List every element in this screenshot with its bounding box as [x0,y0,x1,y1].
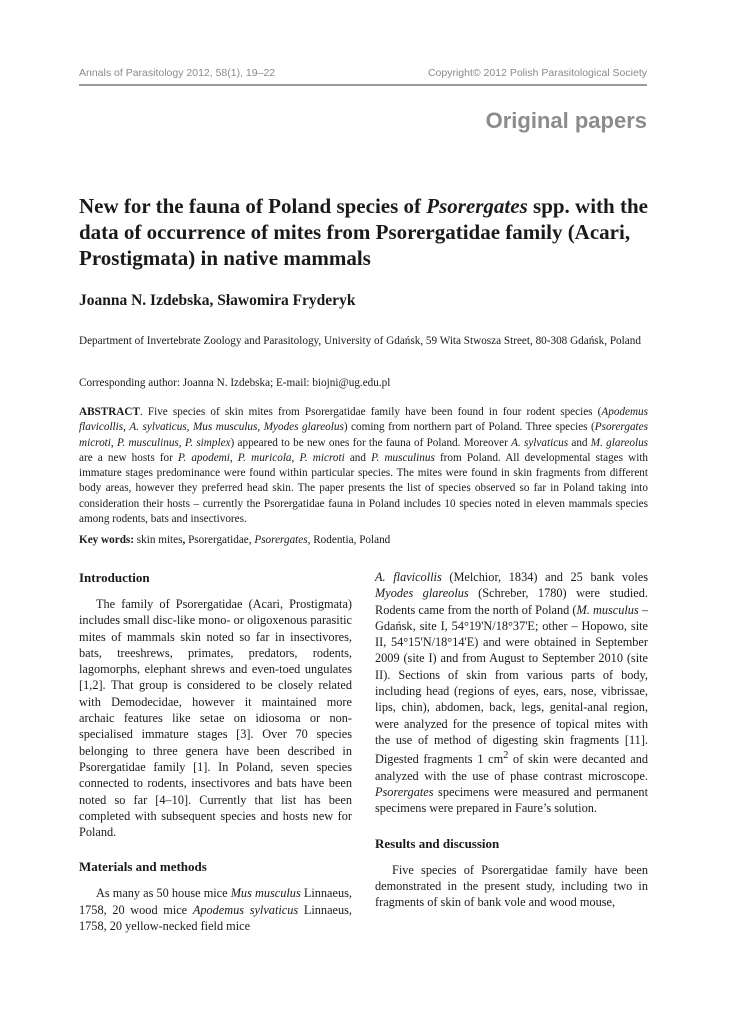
authors: Joanna N. Izdebska, Sławomira Fryderyk [79,292,356,309]
results-heading: Results and discussion [375,835,500,851]
keywords: Key words: skin mites, Psorergatidae, Psorergates, Rodentia, Poland [79,534,391,546]
affiliation: Department of Invertebrate Zoology and Parasitology, University of Gdańsk, 59 Wita Stwosza Street, 80-308 Gdańsk, Poland [79,335,641,347]
methods-paragraph-continued: A. flavicollis (Melchior, 1834) and 25 bank voles Myodes glareolus (Schreber, 1780) were studied. Rodents came from the north of Poland (M. musculus – Gdańsk, site I, 54°19'N/18°37'E; other – Hopowo, site II, 54°15'N/18°14'E) and were obtained in September 2009 (site I) and from August to September 2010 (site II). Sections of skin from various parts of body, including head (regions of eyes, ears, nose, vibrissae, lips, chin), abdomen, back, legs, genital-anal region, were analyzed for the presence of topical mites with the use of method of digesting skin fragments [11]. Digested fragments 1 $cm^2$ of skin were decanted and analyzed with the use of phase contrast microscope. Psorergates specimens were measured and permanent specimens were prepared in Faure’s solution. [375,570,648,816]
abstract: ABSTRACT. Five species of skin mites from Psorergatidae family have been found in four rodent species (Apodemus flavicollis, A. sylvaticus, Mus musculus, Myodes glareolus) coming from northern part of Poland. Three species (Psorergates microti, P. musculinus, P. simplex) appeared to be new ones for the fauna of Poland. Moreover A. sylvaticus and M. glareolus are a new hosts for P. apodemi, P. muricola, P. microti and P. musculinus from Poland. All developmental stages with immature stages predominance were found within particular species. The mites were found in skin fragments from different body areas, however they preferred head skin. The paper presents the list of species observed so far in Poland taking into consideration their hosts – currently the Psorergatidae fauna in Poland includes 10 species noted in eleven mammals species among rodents, bats and insectivores. [79,406,649,526]
title-text-end: spp. with the data of occurrence of mites from Psorergatidae family (Acari, Prostigmata) in native mammals [79,194,648,270]
keywords-label: Key words: [79,534,134,546]
introduction-paragraph: The family of Psorergatidae (Acari, Prostigmata) includes small disc-like mono- or oligoxenous parasitic mites of mammals skin noted so far in insectivores, bats, treeshrews, primates, predators, rodents, lagomorphs, elephant shrews and even-toed ungulates [1,2]. That group is considered to be closely related with Demodecidae, however it maintained more archaic features like setae on idiosoma or non-specialised immature stages [3]. Over 70 species belonging to three genera have been described in Psorergatidae family [1]. In Poland, seven species connected to rodents, insectivores and bats have been noted so far [4–10]. Currently that list has been completed with subsequent species and hosts new for Poland. [79,597,352,840]
left-column [79,569,352,934]
corresponding-author: Corresponding author: Joanna N. Izdebska; E-mail: biojni@ug.edu.pl [79,377,391,389]
section-label: Original papers [485,108,647,133]
running-header [79,67,647,83]
title-genus: Psorergates [426,194,528,218]
title-text: New for the fauna of Poland species of [79,194,427,218]
methods-heading: Materials and methods [79,859,207,875]
copyright-notice: Copyright© 2012 Polish Parasitological Society [427,67,647,79]
abstract-label: ABSTRACT [79,406,140,418]
results-paragraph: Five species of Psorergatidae family have been demonstrated in the present study, including two in fragments of skin of bank vole and wood mouse, [375,862,648,910]
introduction-heading: Introduction [79,570,150,585]
header-rule [79,84,647,86]
right-column [375,569,648,910]
journal-citation: Annals of Parasitology 2012, 58(1), 19–22 [79,67,276,79]
methods-paragraph-start: As many as 50 house mice Mus musculus Linnaeus, 1758, 20 wood mice Apodemus sylvaticus Linnaeus, 1758, 20 yellow-necked field mice [79,886,352,934]
article-title [79,193,659,271]
